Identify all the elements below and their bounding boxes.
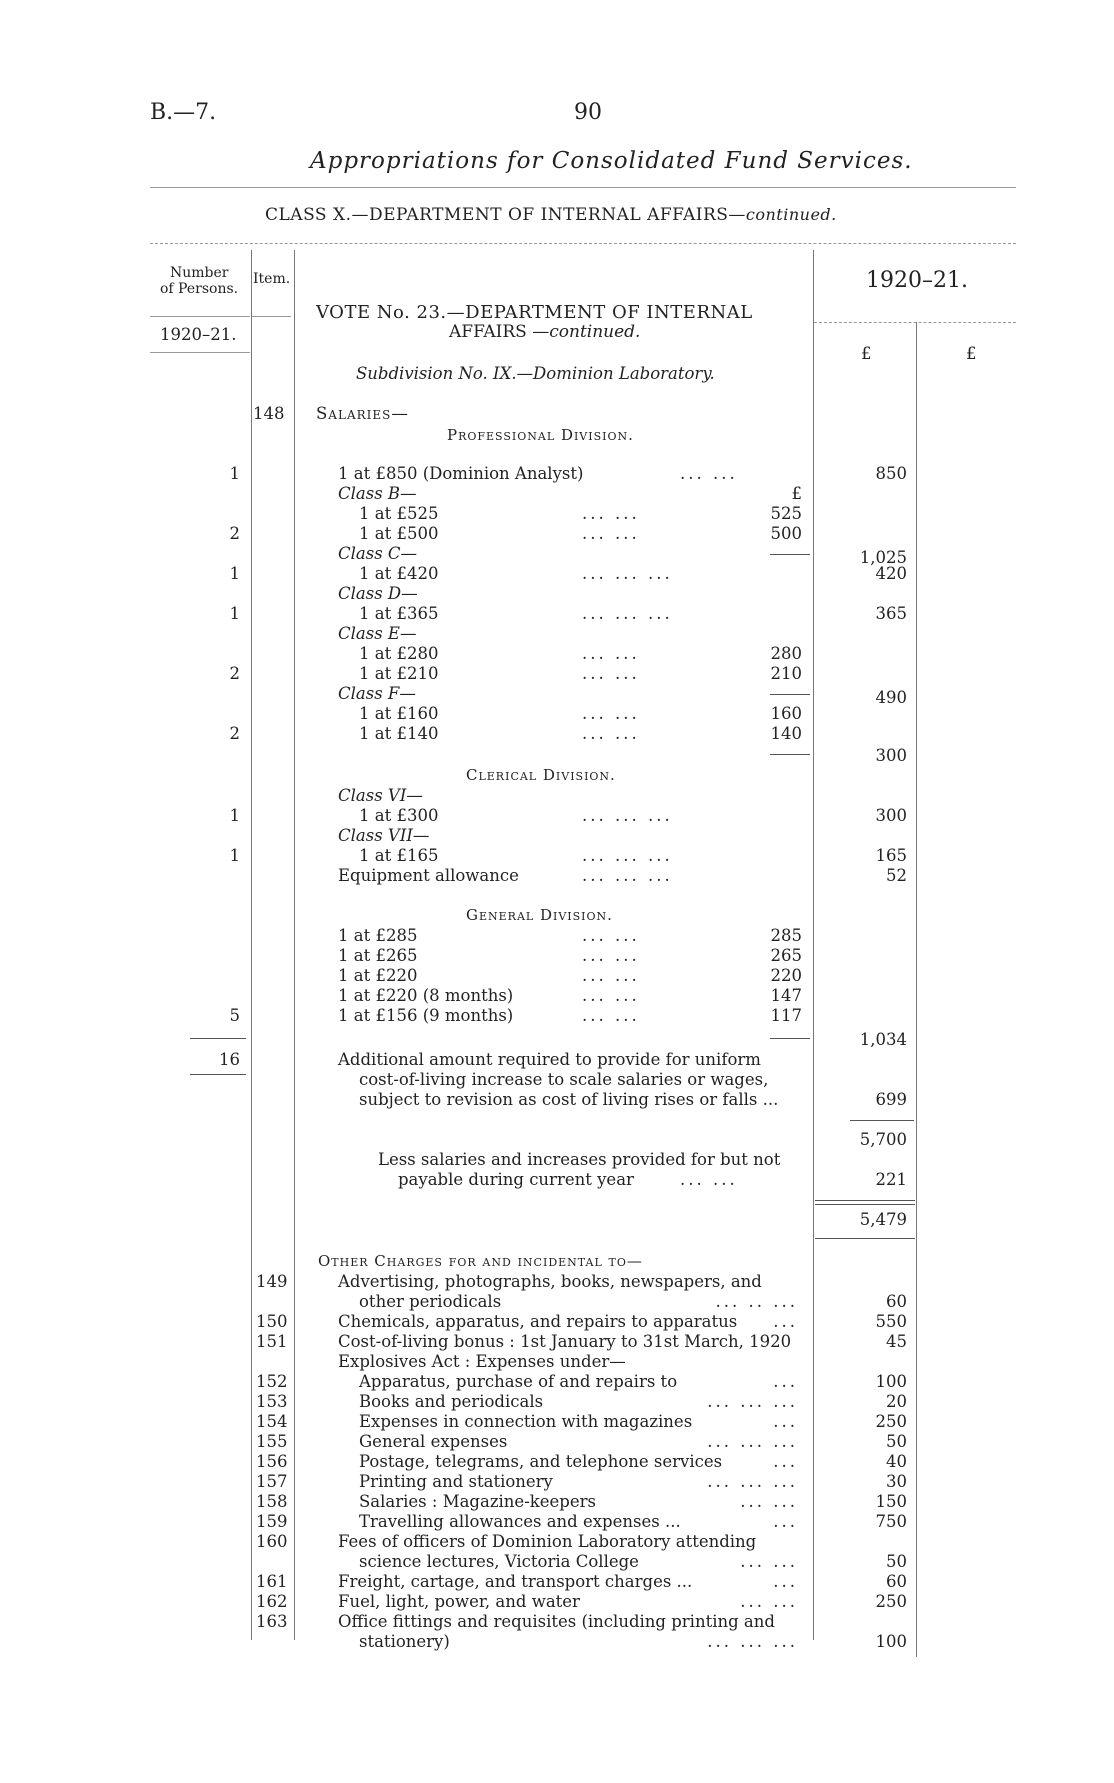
list-item: 159 Travelling allowances and expenses ... ... 750 bbox=[256, 1512, 907, 1531]
table-row: 16 Additional amount required to provide for uniform bbox=[219, 1050, 761, 1069]
table-row: 2 1 at £210 ... ... 210 bbox=[229, 664, 802, 683]
table-row: 2 1 at £500 ... ... 500 bbox=[229, 524, 802, 543]
class-title: CLASS X.—DEPARTMENT OF INTERNAL AFFAIRS—continued. bbox=[265, 205, 837, 225]
table-row: 1 1 at £850 (Dominion Analyst) ... ... 850 bbox=[229, 464, 907, 483]
table-row: 1 1 at £300 ... ... ... 300 bbox=[229, 806, 907, 825]
list-item: 149 Advertising, photographs, books, newspapers, and bbox=[256, 1272, 762, 1291]
list-item: 155 General expenses ... ... ... 50 bbox=[256, 1432, 907, 1451]
table-row: 5 1 at £156 (9 months) ... ... 117 bbox=[229, 1006, 802, 1025]
pound-sign-1: £ bbox=[861, 344, 872, 363]
salaries-item: 148 bbox=[253, 404, 285, 423]
list-item: 153 Books and periodicals ... ... ... 20 bbox=[256, 1392, 907, 1411]
table-row: 1,034 bbox=[859, 1030, 907, 1049]
page-reference: B.—7. bbox=[150, 100, 217, 125]
table-row: 1 1 at £420 ... ... ... 420 bbox=[229, 564, 907, 583]
table-row: Class F— 490 bbox=[338, 684, 907, 707]
page-title: Appropriations for Consolidated Fund Services. bbox=[310, 148, 913, 174]
list-item: 152 Apparatus, purchase of and repairs to ... 100 bbox=[256, 1372, 907, 1391]
net-rule bbox=[815, 1204, 915, 1205]
table-row: 5,700 bbox=[859, 1130, 907, 1149]
table-row: 1 at £220 (8 months) ... ... 147 bbox=[338, 986, 802, 1005]
list-item: stationery) ... ... ... 100 bbox=[359, 1632, 907, 1651]
table-row: 1 at £285 ... ... 285 bbox=[338, 926, 802, 945]
table-row: Class C— 1,025 bbox=[338, 544, 907, 567]
table-row: Class D— bbox=[338, 584, 418, 603]
net-rule bbox=[815, 1200, 915, 1201]
vote-line-1: VOTE No. 23.—DEPARTMENT OF INTERNAL bbox=[316, 302, 753, 323]
table-row: subject to revision as cost of living rises or falls ... 699 bbox=[359, 1090, 907, 1109]
list-item: science lectures, Victoria College ... ... 50 bbox=[359, 1552, 907, 1571]
year-label: 1920–21. bbox=[160, 325, 237, 344]
number-header-rule bbox=[150, 316, 250, 317]
table-row: payable during current year ... ... 221 bbox=[398, 1170, 907, 1189]
list-item: Explosives Act : Expenses under— bbox=[338, 1352, 626, 1371]
table-row: 1 at £220 ... ... 220 bbox=[338, 966, 802, 985]
year-rule bbox=[150, 352, 250, 353]
table-row: 1 at £160 ... ... 160 bbox=[359, 704, 802, 723]
salaries-heading: Salaries— bbox=[316, 404, 409, 423]
list-item: 156 Postage, telegrams, and telephone services ... 40 bbox=[256, 1452, 907, 1471]
table-row: Class VII— bbox=[338, 826, 430, 845]
table-row: Less salaries and increases provided for but not bbox=[378, 1150, 781, 1169]
page-number: 90 bbox=[574, 100, 602, 125]
table-row: Class VI— bbox=[338, 786, 423, 805]
table-row: 1 at £525 ... ... 525 bbox=[359, 504, 802, 523]
professional-division: Professional Division. bbox=[447, 426, 634, 444]
subdivision: Subdivision No. IX.—Dominion Laboratory. bbox=[356, 364, 715, 383]
table-row: Class B— £ bbox=[338, 484, 802, 503]
list-item: other periodicals ... .. ... 60 bbox=[359, 1292, 907, 1311]
vote-line-2: AFFAIRS —continued. bbox=[449, 322, 641, 342]
clerical-division: Clerical Division. bbox=[466, 766, 616, 784]
net-rule bbox=[815, 1238, 915, 1239]
table-row: Class E— bbox=[338, 624, 417, 643]
table-row: cost-of-living increase to scale salaries or wages, bbox=[359, 1070, 769, 1089]
title-rule bbox=[150, 187, 1016, 188]
other-charges-heading: Other Charges for and incidental to— bbox=[318, 1252, 643, 1270]
list-item: 160 Fees of officers of Dominion Laboratory attending bbox=[256, 1532, 757, 1551]
list-item: 161 Freight, cartage, and transport charges ... ... 60 bbox=[256, 1572, 907, 1591]
table-row: 300 bbox=[875, 746, 907, 765]
list-item: 150 Chemicals, apparatus, and repairs to apparatus ... 550 bbox=[256, 1312, 907, 1331]
table-row: 1 1 at £365 ... ... ... 365 bbox=[229, 604, 907, 623]
year-header: 1920–21. bbox=[866, 268, 968, 293]
list-item: 158 Salaries : Magazine-keepers ... ... 150 bbox=[256, 1492, 907, 1511]
year-header-rule bbox=[814, 322, 1016, 323]
number-label-1: Number bbox=[170, 265, 229, 281]
table-row: 1 at £280 ... ... 280 bbox=[359, 644, 802, 663]
item-label: Item. bbox=[253, 271, 291, 287]
pound-sign-2: £ bbox=[966, 344, 977, 363]
list-item: 163 Office fittings and requisites (including printing and bbox=[256, 1612, 775, 1631]
table-row: 5,479 bbox=[859, 1210, 907, 1229]
table-row: 2 1 at £140 ... ... 140 bbox=[229, 724, 802, 743]
subtotal-rule bbox=[850, 1120, 914, 1121]
general-division: General Division. bbox=[466, 906, 613, 924]
number-label-2: of Persons. bbox=[160, 281, 239, 297]
list-item: 151 Cost-of-living bonus : 1st January to 31st March, 1920 45 bbox=[256, 1332, 907, 1351]
table-row: Equipment allowance ... ... ... 52 bbox=[338, 866, 907, 885]
table-row: 1 1 at £165 ... ... ... 165 bbox=[229, 846, 907, 865]
table-row: 1 at £265 ... ... 265 bbox=[338, 946, 802, 965]
class-rule bbox=[150, 243, 1016, 244]
list-item: 154 Expenses in connection with magazines ... 250 bbox=[256, 1412, 907, 1431]
list-item: 162 Fuel, light, power, and water ... ... 250 bbox=[256, 1592, 907, 1611]
list-item: 157 Printing and stationery ... ... ... 30 bbox=[256, 1472, 907, 1491]
item-header-rule bbox=[251, 316, 291, 317]
